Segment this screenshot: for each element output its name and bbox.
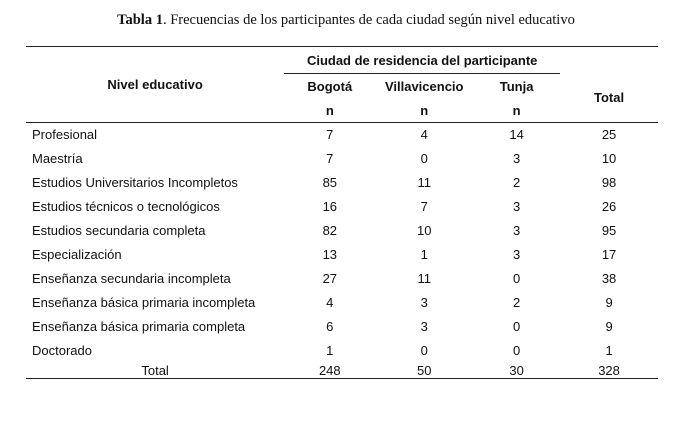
- cell-total: 9: [605, 319, 613, 334]
- row-label: Estudios secundaria completa: [32, 223, 206, 238]
- cell-bogota: 4: [326, 295, 334, 310]
- cell-villavicencio: 11: [417, 271, 431, 286]
- cell-villavicencio: 0: [420, 343, 428, 358]
- cell-bogota: 27: [322, 271, 338, 286]
- col-header-villavicencio: Villavicencio: [384, 78, 464, 94]
- cell-total: 9: [605, 295, 613, 310]
- table-row: [26, 267, 658, 291]
- row-label: Enseñanza básica primaria completa: [32, 319, 246, 334]
- cell-tunja: 3: [512, 223, 521, 238]
- caption-text: . Frecuencias de los participantes de cada ciudad según nivel educativo: [162, 12, 575, 28]
- cell-total: 38: [601, 271, 617, 286]
- cell-bogota: 16: [322, 199, 338, 214]
- cell-tunja: 2: [512, 175, 521, 190]
- frequency-table: [26, 46, 658, 379]
- cell-total: 26: [601, 199, 617, 214]
- cell-total: 1: [605, 343, 613, 358]
- cell-villavicencio: 11: [417, 175, 431, 190]
- col-header-bogota: Bogotá: [307, 78, 353, 94]
- row-label: Estudios Universitarios Incompletos: [32, 175, 238, 190]
- cell-tunja: 0: [512, 271, 521, 286]
- row-label: Enseñanza básica primaria incompleta: [32, 295, 256, 310]
- cell-tunja: 3: [512, 151, 521, 166]
- caption-label: Tabla 1: [117, 12, 163, 28]
- table-row: [26, 171, 658, 195]
- table-row: [26, 291, 658, 315]
- cell-villavicencio: 3: [420, 319, 428, 334]
- cell-tunja: 3: [512, 247, 521, 262]
- cell-total: 25: [601, 127, 617, 143]
- cell-villavicencio: 0: [420, 151, 428, 166]
- table-row: [26, 243, 658, 267]
- cell-tunja: 0: [512, 343, 521, 358]
- table-body: [26, 123, 658, 363]
- cell-total: 95: [601, 223, 617, 238]
- cell-villavicencio: 7: [420, 199, 428, 214]
- subheader-n-bogota: n: [284, 98, 375, 123]
- cell-tunja: 0: [512, 319, 521, 334]
- total-bogota: 248: [318, 362, 341, 378]
- table-row: [26, 123, 658, 147]
- cell-bogota: 6: [326, 319, 334, 334]
- table-caption: [0, 12, 692, 29]
- cell-total: 10: [601, 151, 617, 166]
- table-row: [26, 315, 658, 339]
- cell-villavicencio: 1: [420, 247, 428, 262]
- cell-total: 98: [601, 175, 617, 190]
- cell-bogota: 7: [326, 151, 334, 166]
- row-label: Maestría: [32, 151, 83, 166]
- table-row: [26, 147, 658, 171]
- subheader-n-tunja: n: [473, 98, 560, 123]
- total-row: [26, 363, 658, 379]
- total-row-label: Total: [141, 362, 169, 378]
- total-grand: 328: [598, 362, 620, 378]
- row-label: Enseñanza secundaria incompleta: [32, 271, 231, 286]
- cell-tunja: 14: [509, 127, 524, 143]
- table-row: [26, 219, 658, 243]
- cell-tunja: 2: [512, 295, 521, 310]
- cell-bogota: 1: [326, 343, 334, 358]
- cell-bogota: 82: [322, 223, 338, 238]
- row-label: Estudios técnicos o tecnológicos: [32, 199, 220, 214]
- subheader-n-villavicencio: n: [375, 98, 473, 123]
- cell-bogota: 85: [322, 175, 338, 190]
- cell-villavicencio: 10: [416, 223, 432, 238]
- table-row: [26, 339, 658, 363]
- cell-tunja: 3: [512, 199, 521, 214]
- total-tunja: 30: [509, 362, 524, 378]
- cell-bogota: 7: [326, 127, 334, 143]
- group-header-ciudad: Ciudad de residencia del participante: [284, 47, 560, 74]
- total-villavicencio: 50: [416, 362, 432, 378]
- row-label: Doctorado: [32, 343, 92, 358]
- col-header-tunja: Tunja: [499, 78, 534, 94]
- col-header-total: Total: [560, 74, 658, 123]
- table-row: [26, 195, 658, 219]
- cell-total: 17: [601, 247, 617, 262]
- row-label: Especialización: [32, 247, 122, 262]
- row-label: Profesional: [32, 127, 98, 143]
- cell-bogota: 13: [322, 247, 338, 262]
- row-header-nivel-educativo: Nivel educativo: [26, 47, 284, 123]
- cell-villavicencio: 3: [420, 295, 428, 310]
- cell-villavicencio: 4: [420, 127, 428, 143]
